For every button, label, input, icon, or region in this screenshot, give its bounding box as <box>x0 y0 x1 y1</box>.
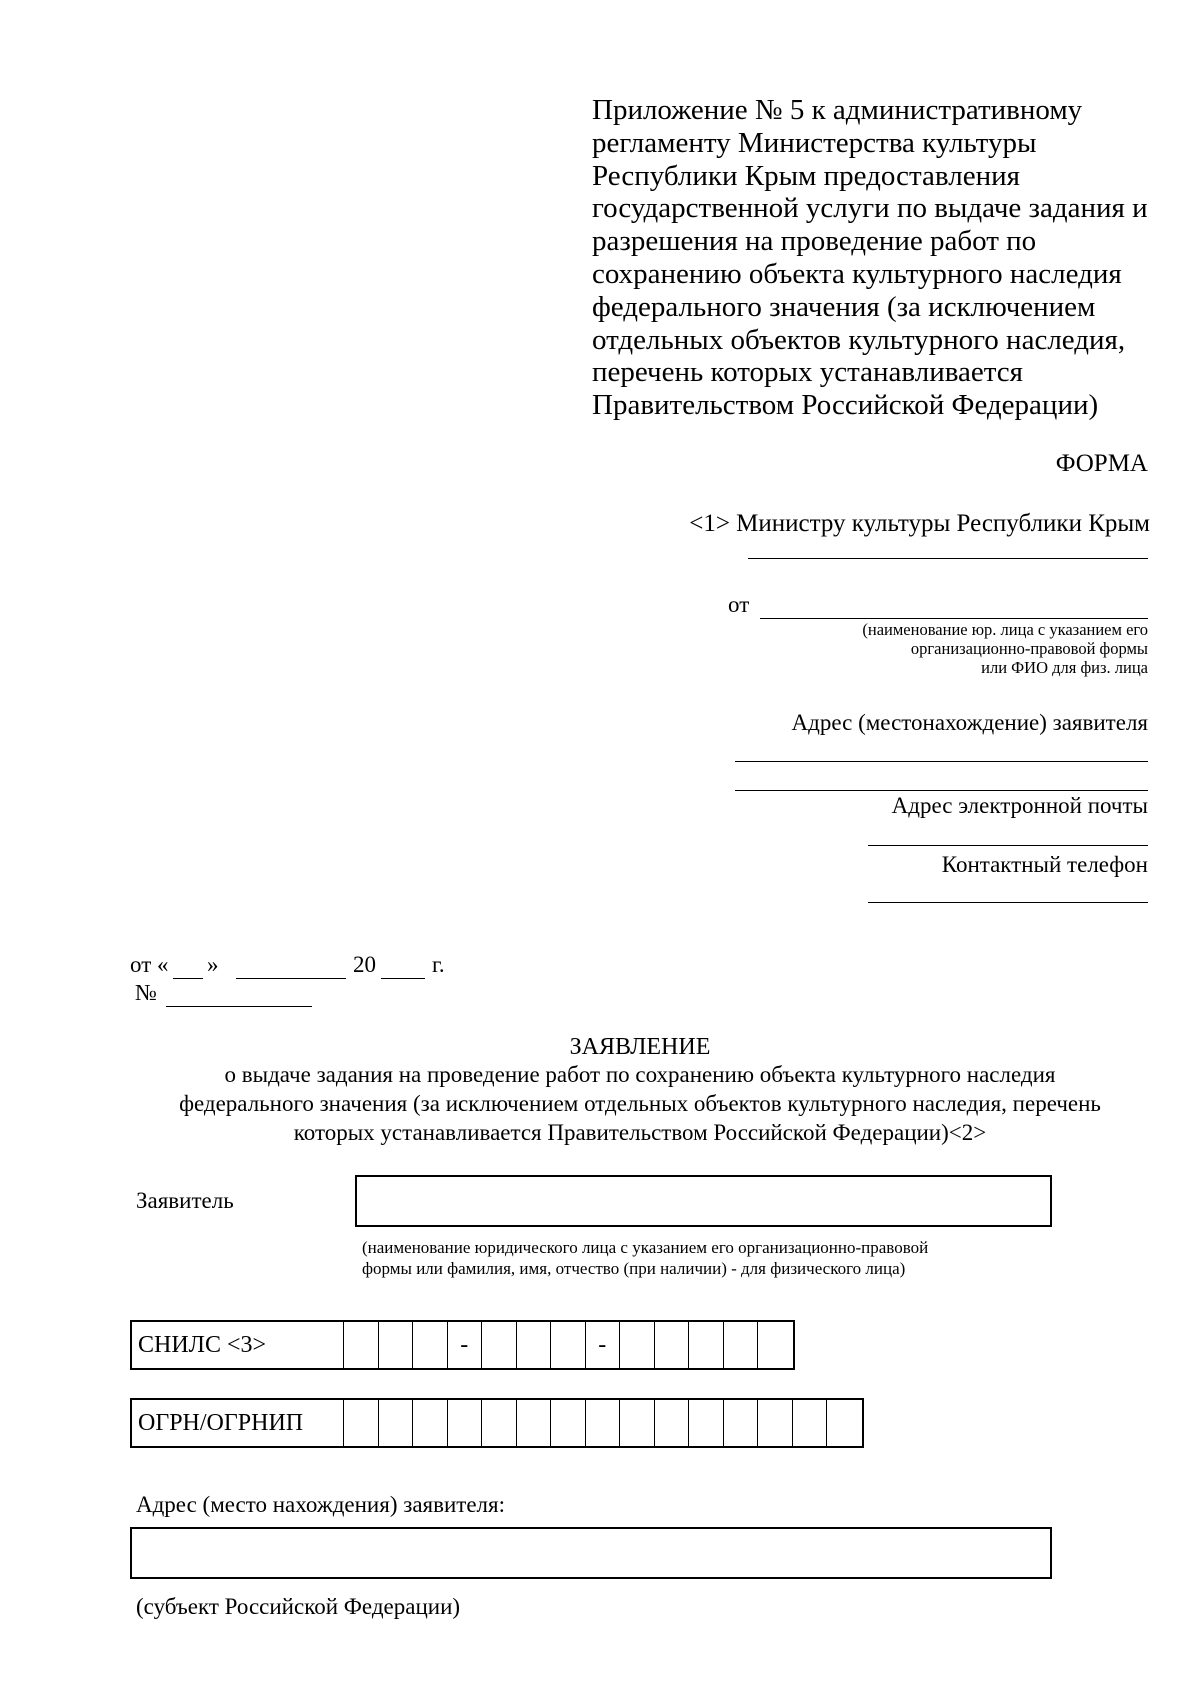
date-year-prefix: 20 <box>353 952 376 977</box>
applicant-hint <box>362 1237 928 1279</box>
snils-cell[interactable] <box>413 1322 448 1368</box>
statement-line: которых устанавливается Правительством Российской Федерации)<2> <box>293 1120 987 1145</box>
date-year-line[interactable] <box>381 978 425 979</box>
snils-cell[interactable] <box>551 1322 586 1368</box>
snils-label: СНИЛС <3> <box>132 1322 344 1368</box>
from-hint-line: (наименование юр. лица с указанием его <box>862 620 1148 639</box>
applicant-address-label: Адрес (местонахождение) заявителя <box>791 710 1148 735</box>
appendix-line: Приложение № 5 к административному <box>592 94 1083 126</box>
from-hint-line: или ФИО для физ. лица <box>981 658 1148 677</box>
ogrn-cell[interactable] <box>793 1400 828 1446</box>
snils-cell[interactable] <box>344 1322 379 1368</box>
ogrn-cell[interactable] <box>344 1400 379 1446</box>
snils-grid <box>130 1320 795 1370</box>
addressee-line[interactable] <box>748 558 1148 559</box>
statement-line: о выдаче задания на проведение работ по сохранению объекта культурного наследия <box>224 1062 1056 1087</box>
snils-separator: - <box>586 1322 621 1368</box>
ogrn-cell[interactable] <box>758 1400 793 1446</box>
snils-cell[interactable] <box>758 1322 793 1368</box>
address-input[interactable] <box>130 1527 1052 1579</box>
ogrn-cell[interactable] <box>586 1400 621 1446</box>
from-hint <box>862 620 1148 677</box>
date-prefix: от « <box>130 952 169 977</box>
applicant-hint-line: (наименование юридического лица с указанием его организационно-правовой <box>362 1238 929 1257</box>
appendix-line: Правительством Российской Федерации) <box>592 389 1099 422</box>
appendix-heading <box>592 94 1172 422</box>
ogrn-label: ОГРН/ОГРНИП <box>132 1400 344 1446</box>
appendix-line: регламенту Министерства культуры <box>592 126 1037 159</box>
appendix-line: отдельных объектов культурного наследия, <box>592 323 1126 356</box>
snils-cell[interactable] <box>620 1322 655 1368</box>
ogrn-cell[interactable] <box>517 1400 552 1446</box>
date-day-line[interactable] <box>173 978 203 979</box>
from-label: от <box>728 592 750 617</box>
number-line[interactable] <box>166 1006 312 1007</box>
snils-cell[interactable] <box>655 1322 690 1368</box>
date-month-line[interactable] <box>236 978 346 979</box>
address-section-label: Адрес (место нахождения) заявителя: <box>136 1492 505 1517</box>
appendix-line: Республики Крым предоставления <box>592 159 1020 192</box>
phone-label: Контактный телефон <box>941 852 1148 877</box>
appendix-line: разрешения на проведение работ по <box>592 225 1037 258</box>
snils-cell[interactable] <box>379 1322 414 1368</box>
ogrn-cell[interactable] <box>482 1400 517 1446</box>
ogrn-cell[interactable] <box>620 1400 655 1446</box>
ogrn-grid <box>130 1398 864 1448</box>
applicant-hint-line: формы или фамилия, имя, отчество (при наличии) - для физического лица) <box>362 1259 906 1278</box>
ogrn-cell[interactable] <box>724 1400 759 1446</box>
email-line[interactable] <box>868 845 1148 846</box>
appendix-line: перечень которых устанавливается <box>592 356 1024 389</box>
ogrn-cell[interactable] <box>379 1400 414 1446</box>
ogrn-cell[interactable] <box>655 1400 690 1446</box>
address-hint: (субъект Российской Федерации) <box>136 1594 461 1619</box>
number-label: № <box>135 980 157 1005</box>
addressee: <1> Министру культуры Республики Крым <box>689 510 1150 537</box>
statement-line: федерального значения (за исключением отдельных объектов культурного наследия, перечень <box>179 1091 1101 1116</box>
phone-line[interactable] <box>868 902 1148 903</box>
applicant-address-line-2[interactable] <box>735 790 1148 791</box>
applicant-input[interactable] <box>355 1175 1052 1227</box>
date-quote-close: » <box>207 952 219 977</box>
appendix-line: федерального значения (за исключением <box>592 290 1096 323</box>
snils-cell[interactable] <box>689 1322 724 1368</box>
appendix-line: сохранению объекта культурного наследия <box>592 257 1122 290</box>
ogrn-cell[interactable] <box>448 1400 483 1446</box>
snils-cell[interactable] <box>482 1322 517 1368</box>
applicant-address-line-1[interactable] <box>735 761 1148 762</box>
statement-title: ЗАЯВЛЕНИЕ <box>569 1034 711 1060</box>
appendix-line: государственной услуги по выдаче задания и <box>592 192 1148 225</box>
ogrn-cell[interactable] <box>689 1400 724 1446</box>
snils-separator: - <box>448 1322 483 1368</box>
email-label: Адрес электронной почты <box>891 793 1148 818</box>
ogrn-cell[interactable] <box>413 1400 448 1446</box>
ogrn-cell[interactable] <box>827 1400 862 1446</box>
ogrn-cell[interactable] <box>551 1400 586 1446</box>
form-label: ФОРМА <box>1055 450 1148 477</box>
applicant-label: Заявитель <box>136 1188 234 1213</box>
snils-cell[interactable] <box>724 1322 759 1368</box>
from-hint-line: организационно-правовой формы <box>910 639 1148 658</box>
snils-cell[interactable] <box>517 1322 552 1368</box>
from-line[interactable] <box>760 618 1148 619</box>
date-year-suffix: г. <box>432 952 445 977</box>
